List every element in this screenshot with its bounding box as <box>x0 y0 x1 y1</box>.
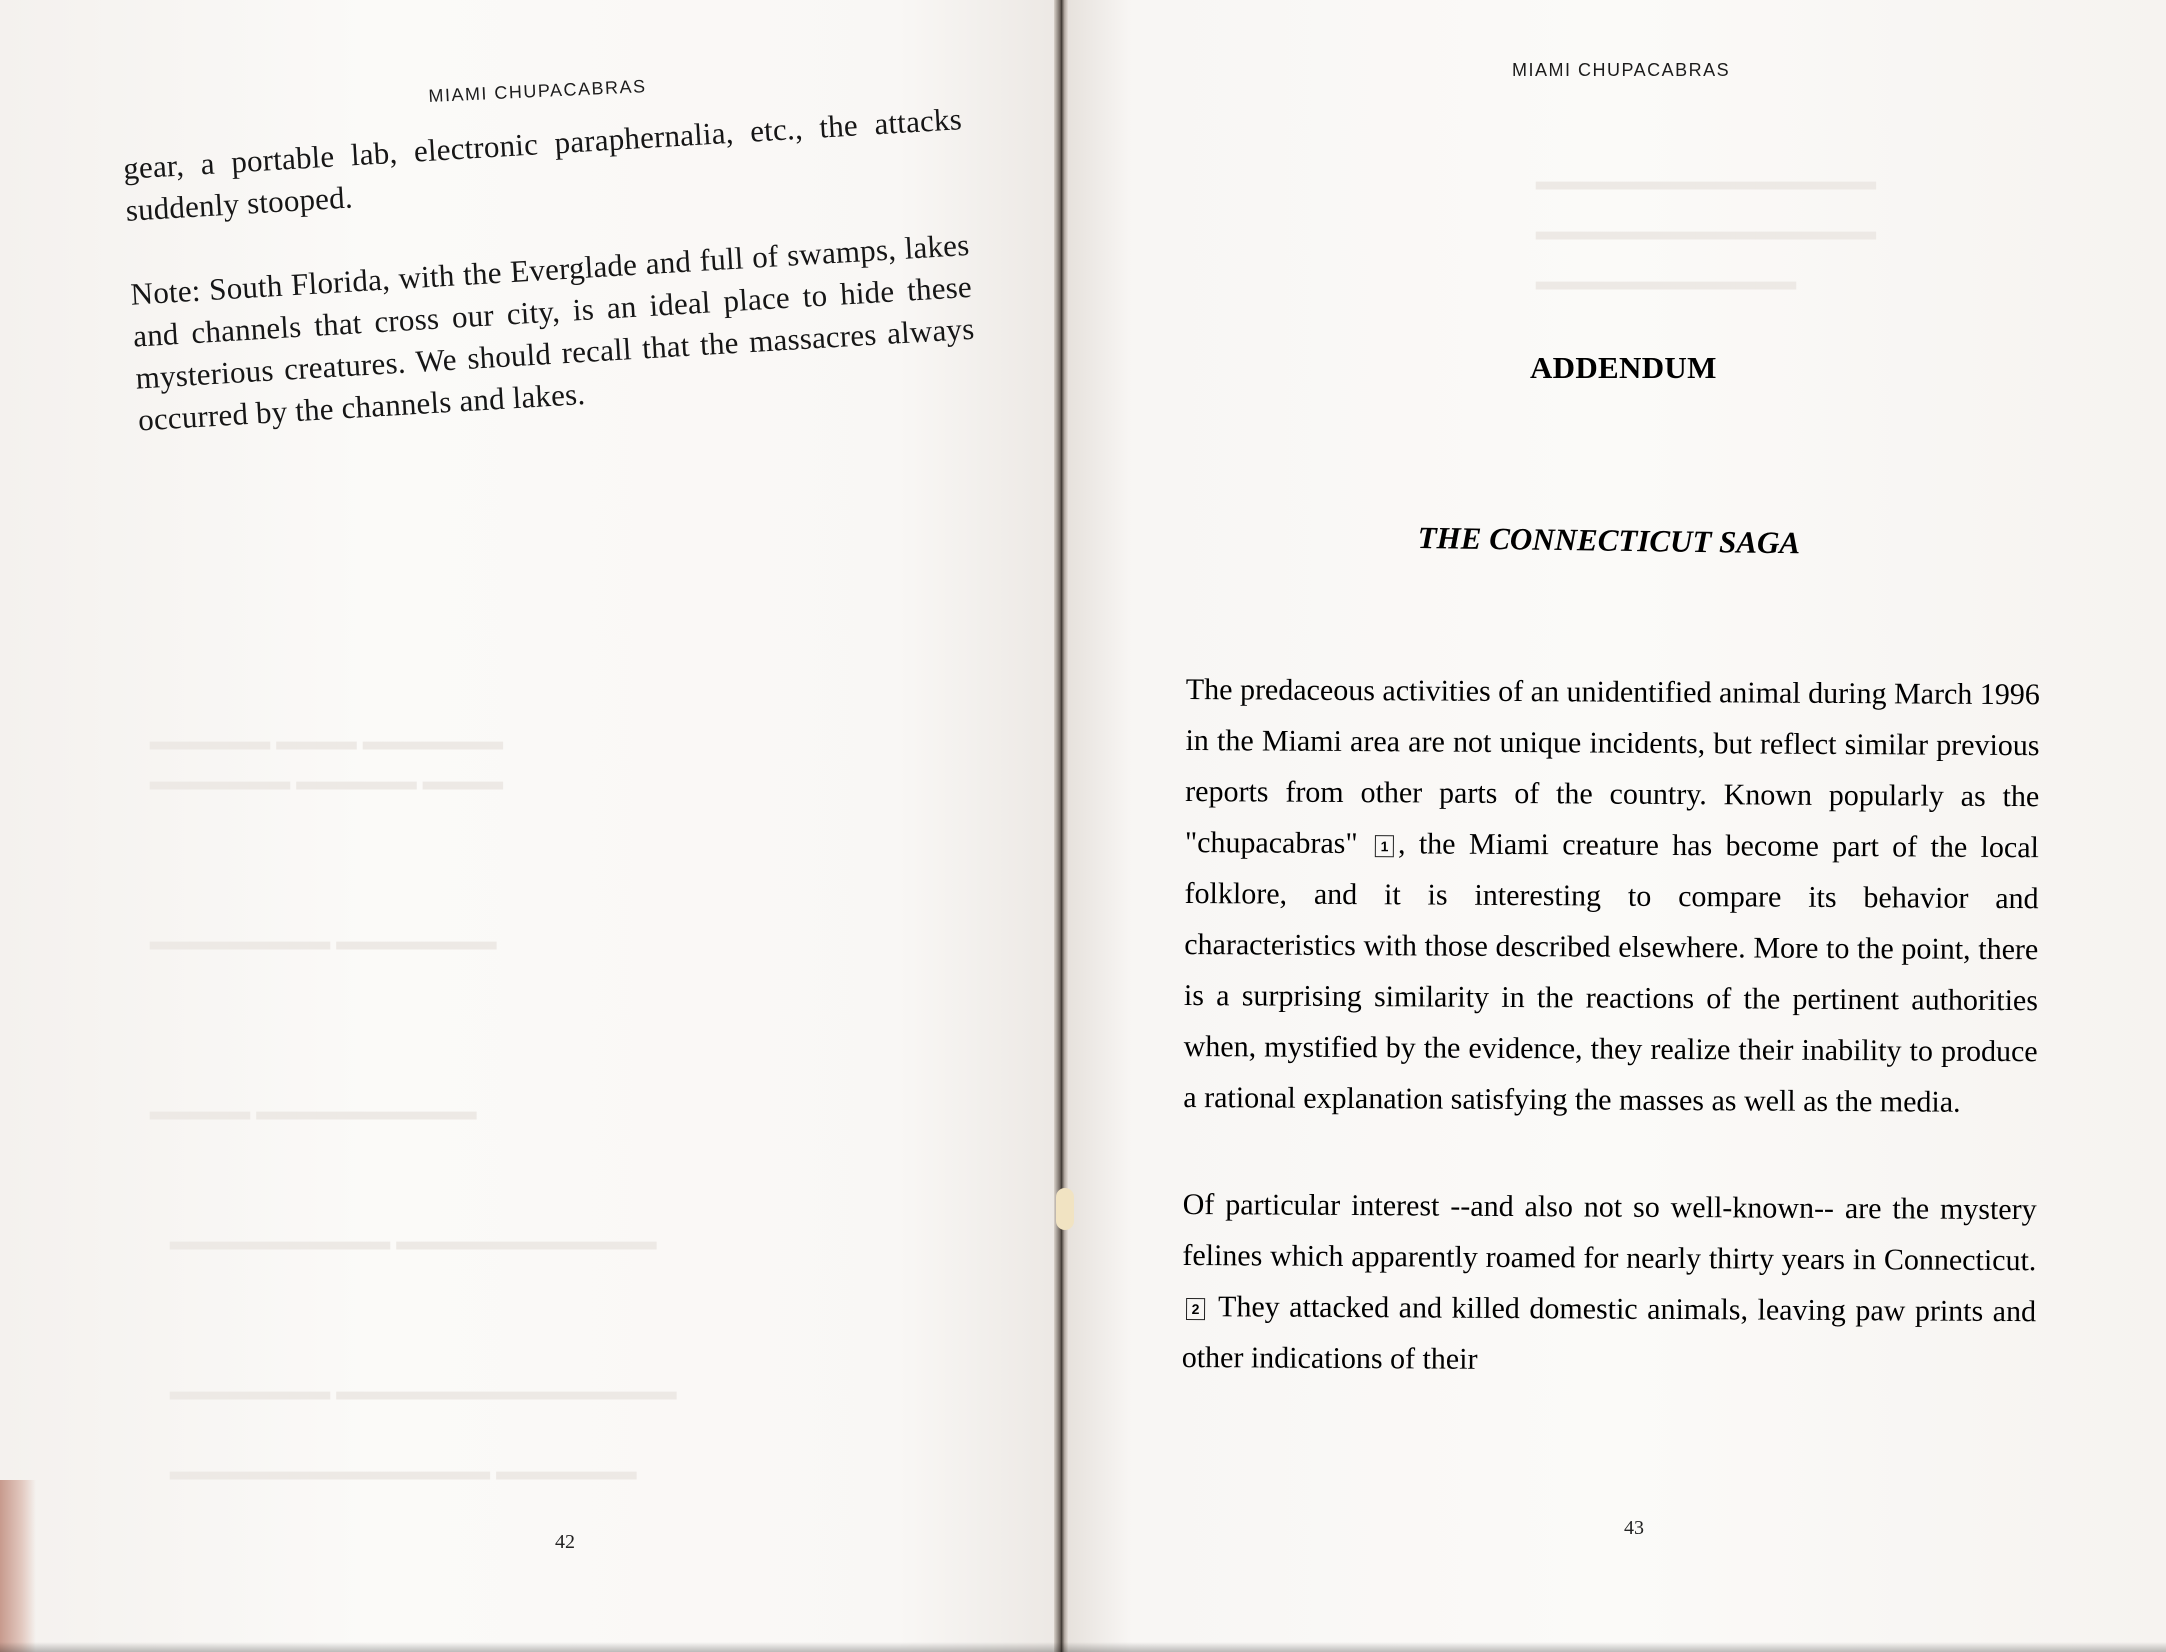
note-paragraph: Note: South Florida, with the Everglade and full of swamps, lakes and channels that cross our city, is an ideal place to hide these mysterious creatures. We should recall that the massacres always occurred by the channels and lakes. <box>129 226 976 438</box>
left-text-block <box>122 98 978 441</box>
bleed-through: ▂▂▂▂▂▂▂▂▂▂▂▂▂▂▂▂▂ <box>1536 160 1876 189</box>
paragraph <box>1183 664 2040 1128</box>
bleed-through: ▂▂▂▂▂▂▂▂▂▂▂ ▂▂▂▂▂▂▂▂▂▂▂▂▂ <box>170 1220 657 1249</box>
right-text-block <box>1182 664 2040 1388</box>
footnote-marker[interactable]: 1 <box>1375 835 1394 857</box>
paragraph-text: , the Miami creature has become part of the local folklore, and it is interesting to compare its behavior and characteristics with those described elsewhere. More to the point, there is a surprising similarity in the reactions of the pertinent authorities when, mystified by the evidence, they realize their inability to produce a rational explanation satisfying the masses as well as the media. <box>1183 827 2040 1119</box>
running-head: MIAMI CHUPACABRAS <box>1512 60 1731 80</box>
left-page <box>0 0 1058 1652</box>
page-number: 42 <box>555 1531 575 1553</box>
binding-mark <box>1056 1188 1074 1230</box>
bleed-through: ▂▂▂▂▂▂ ▂▂▂▂ ▂▂▂▂▂▂▂ <box>150 720 503 749</box>
bleed-through: ▂▂▂▂▂▂▂ ▂▂▂▂▂▂ ▂▂▂▂ <box>150 760 503 789</box>
footnote-marker[interactable]: 2 <box>1186 1298 1205 1320</box>
bleed-through: ▂▂▂▂▂▂▂▂▂▂▂▂▂▂▂▂ ▂▂▂▂▂▂▂ <box>170 1450 637 1479</box>
paragraph <box>1182 1179 2037 1388</box>
page-number: 43 <box>1624 1517 1644 1539</box>
bleed-through: ▂▂▂▂▂▂▂▂▂▂▂▂▂ <box>1536 260 1796 289</box>
book-gutter <box>1054 0 1068 1652</box>
bleed-through: ▂▂▂▂▂▂▂▂ ▂▂▂▂▂▂▂▂▂▂▂▂▂▂▂▂▂ <box>170 1370 677 1399</box>
paragraph-text: They attacked and killed domestic animals, leaving paw prints and other indications of their <box>1181 1290 2037 1376</box>
chapter-heading: ADDENDUM <box>1530 350 1717 385</box>
section-subheading: THE CONNECTICUT SAGA <box>1417 520 1801 561</box>
running-head: MIAMI CHUPACABRAS <box>428 76 647 106</box>
page-edge <box>0 1480 36 1652</box>
paragraph: gear, a portable lab, electronic paraphernalia, etc., the attacks suddenly stooped. <box>122 101 963 228</box>
bleed-through: ▂▂▂▂▂▂▂▂▂▂▂▂▂▂▂▂▂ <box>1536 210 1876 239</box>
paragraph-text: The predaceous activities of an unidentified animal during March 1996 in the Miami area are not unique incidents, but reflect similar previous reports from other parts of the country. Known popularly as the "chupacabras" <box>1184 672 2040 861</box>
paragraph-text: Of particular interest --and also not so well-known-- are the mystery felines which apparently roamed for nearly thirty years in Connecticut. <box>1182 1187 2037 1278</box>
bottom-shadow <box>0 1642 2166 1652</box>
bleed-through: ▂▂▂▂▂▂▂▂▂ ▂▂▂▂▂▂▂▂ <box>150 920 497 949</box>
bleed-through: ▂▂▂▂▂ ▂▂▂▂▂▂▂▂▂▂▂ <box>150 1090 477 1119</box>
